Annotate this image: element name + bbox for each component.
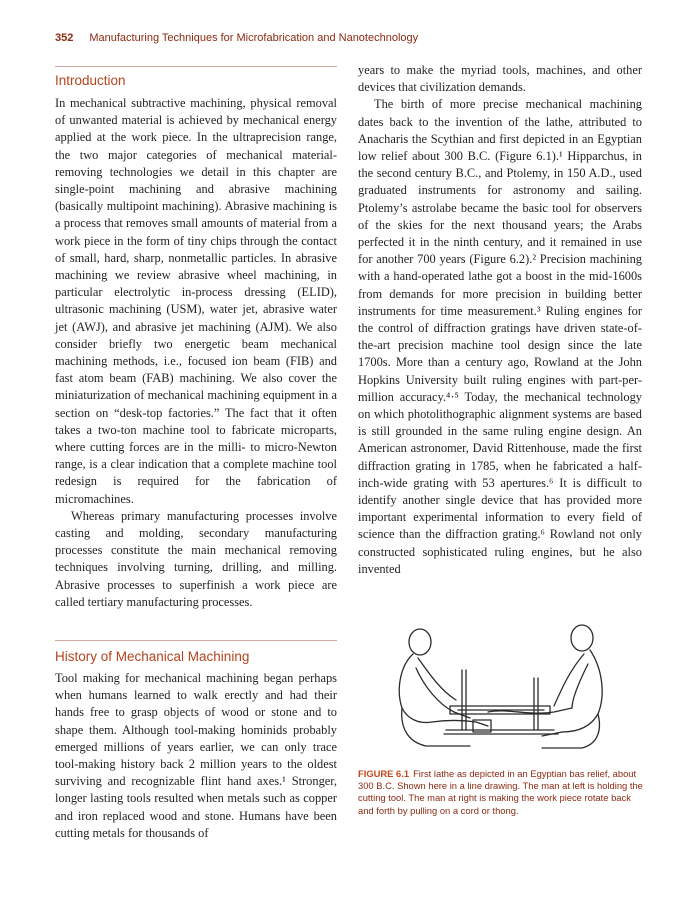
- figure-6-1-lathe-drawing: [358, 608, 642, 761]
- section-rule-introduction: [55, 66, 337, 67]
- intro-paragraph-2: Whereas primary manufacturing processes involve casting and molding, secondary manufacturing processes constitute the main mechanical removing techniques involving turning, drilling, and milling. Abrasive processes to superfinish a work piece are called tertiary manufacturing processes.: [55, 508, 337, 609]
- figure-caption: [358, 768, 648, 817]
- right-paragraph-1: years to make the myriad tools, machines, and other devices that civilization demands.: [358, 63, 642, 95]
- right-man-back: [562, 650, 602, 732]
- running-title: Manufacturing Techniques for Microfabrication and Nanotechnology: [89, 32, 419, 44]
- right-man-head: [571, 625, 593, 651]
- intro-paragraph-1: In mechanical subtractive machining, physical removal of unwanted material is achieved by mechanical energy applied at the work piece. In the ultraprecision range, the two major categories of mechanical material-removing technologies we detail in this chapter are single-point machining and abrasive machining (basically multipoint machining). Abrasive machining is a process that removes small amounts of material from a work piece in the form of tiny chips through the contact of small, hard, sharp, nonmetallic particles. In abrasive machining we review abrasive wheel machining, in particular electrolytic in-process dressing (ELID), ultrasonic machining (USM), water jet, abrasive water jet (AWJ), and abrasive jet machining (AJM). We also consider briefly two energetic beam mechanical machining methods, i.e., focused ion beam (FIB) and fast atom beam (FAB) machining. We also cover the miniaturization of mechanical machining equipment in a section on “desk-top factories.” The fact that it often takes a two-ton machine tool to fabricate microparts, where cutting forces are in the milli- to micro-Newton range, is a clear indication that a complete machine tool redesign is required for the fabrication of micromachines.: [55, 96, 337, 506]
- running-header: [55, 32, 418, 44]
- figure-caption-text: First lathe as depicted in an Egyptian bas relief, about 300 B.C. Shown here in a line drawing. The man at left is holding the cutting tool. The man at right is making the work piece rotate back and forth by pulling on a cord or thong.: [358, 768, 643, 816]
- right-man-arm: [554, 654, 584, 706]
- left-man-arm-upper: [418, 658, 456, 700]
- section-rule-history: [55, 640, 337, 641]
- left-man-head: [409, 629, 431, 655]
- history-body: [55, 670, 337, 842]
- page-number: 352: [55, 32, 74, 44]
- right-column-body: [358, 62, 642, 578]
- right-paragraph-2: The birth of more precise mechanical machining dates back to the invention of the lathe, attributed to Anacharis the Scythian and first depicted in an Egyptian low relief about 300 B.C. (Figure 6.1).¹ Hipparchus, in the second century B.C., and Ptolemy, in 150 A.D., used graduated instruments for astronomy and sailing. Ptolemy’s astrolabe became the basic tool for observers of the skies for the next thousand years; the Arabs perfected it in the ninth century, and it remained in use for another 700 years (Figure 6.2).² Precision machining with a hand-operated lathe got a boost in the mid-1600s from demands for more precision in building better instruments for time measurement.³ Ruling engines for the control of diffraction gratings have driven state-of-the-art precision machine tool design since the late 1700s. More than a century ago, Rowland at the John Hopkins University built ruling engines with part-per-million accuracy.⁴·⁵ Today, the mechanical technology on which photolithographic alignment systems are based is still grounded in the same ruling engine design. An American astronomer, David Rittenhouse, made the first diffraction grating in 1785, when he fabricated a half-inch-wide grating with 53 apertures.⁶ It is difficult to identify another single device that has provided more important experimental information to every field of science than the diffraction grating.⁶ Rowland not only constructed sophisticated ruling engines, but he also invented: [358, 97, 642, 576]
- left-man-thigh: [432, 721, 488, 727]
- history-paragraph-1: Tool making for mechanical machining began perhaps when humans learned to walk erectly and had their hands free to grasp objects of wood or stone and to shape them. Although tool-making hominids probably emerged millions of years earlier, we can only trace tool-making history back 2 million years to the oldest surviving and recognizable flint hand axes.¹ Stronger, longer lasting tools resulted when metals such as copper and iron replaced wood and stone. Humans have been cutting metals for thousands of: [55, 671, 337, 840]
- heading-introduction: Introduction: [55, 73, 126, 88]
- right-man-arm-2: [572, 664, 588, 708]
- figure-label: FIGURE 6.1: [358, 768, 410, 779]
- left-man-arm-lower: [416, 668, 454, 712]
- lathe-line-drawing: [358, 608, 642, 761]
- introduction-body: [55, 95, 337, 611]
- heading-history: History of Mechanical Machining: [55, 649, 250, 664]
